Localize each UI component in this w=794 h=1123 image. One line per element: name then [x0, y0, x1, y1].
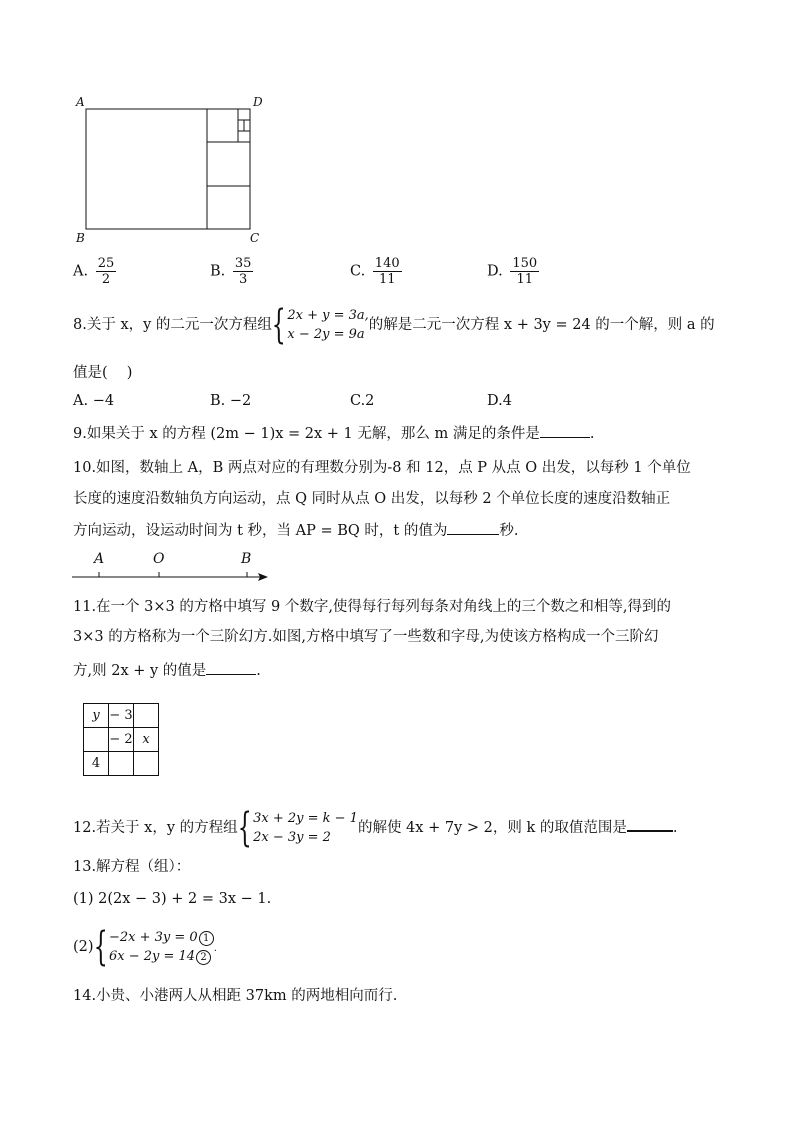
q14-stem: 14.小贵、小港两人从相距 37km 的两地相向而行.	[73, 988, 398, 1004]
equation-2: x − 2y = 9a	[287, 327, 365, 342]
grid-row	[84, 752, 159, 776]
q9-end: .	[589, 426, 595, 442]
q8-option-b[interactable]: B. −2	[210, 393, 252, 409]
q10-line3	[73, 520, 518, 541]
q11-line3	[73, 660, 261, 681]
q8-line2: 值是( )	[73, 365, 133, 381]
axis-label-a: A	[94, 551, 105, 567]
q8-suffix: 的解是二元一次方程 x + 3y = 24 的一个解，则 a 的	[368, 317, 715, 333]
option-label: C.	[350, 263, 366, 280]
q11-end: .	[256, 663, 261, 679]
q8-option-a[interactable]: A. −4	[73, 393, 115, 409]
equation-1	[109, 928, 214, 947]
grid-cell: − 2	[109, 728, 134, 752]
grid-row	[84, 728, 159, 752]
equation-2	[109, 947, 214, 966]
part-label: (2)	[73, 939, 94, 955]
equation-system: { −2x + 3y = 0 1 6x − 2y = 14 2	[94, 927, 214, 967]
equation-2: 2x − 3y = 2	[253, 830, 331, 845]
grid-cell	[84, 728, 109, 752]
q7-option-b[interactable]	[210, 256, 253, 287]
q8-stem	[73, 302, 715, 348]
q13-part1: (1) 2(2x − 3) + 2 = 3x − 1.	[73, 891, 272, 907]
q11-line1: 11.在一个 3×3 的方格中填写 9 个数字,使得每行每列每条对角线上的三个数之和相等,得到的	[73, 599, 672, 615]
grid-cell: y	[84, 704, 109, 728]
q9-stem	[73, 423, 594, 444]
q8-option-d[interactable]: D.4	[487, 393, 512, 409]
equation-1: 3x + 2y = k − 1	[253, 811, 358, 826]
q9-text: 9.如果关于 x 的方程 (2m − 1)x = 2x + 1 无解，那么 m 满足的条件是	[73, 426, 540, 442]
grid-cell	[134, 704, 159, 728]
option-label: B.	[210, 263, 226, 280]
q13-end: .	[213, 943, 217, 954]
grid-row	[84, 704, 159, 728]
fraction	[96, 256, 117, 287]
axis-label-o: O	[153, 551, 165, 567]
q8-option-c[interactable]: C.2	[350, 393, 375, 409]
q13-part2	[73, 924, 217, 970]
equation-2-text: 6x − 2y = 14	[109, 949, 196, 964]
outer-rectangle	[86, 109, 250, 229]
axis-label-b: B	[241, 551, 252, 567]
grid-cell: − 3	[109, 704, 134, 728]
grid-cell	[109, 752, 134, 776]
equation-system: { 2x + y = 3a, x − 2y = 9a	[271, 302, 369, 348]
denominator: 2	[101, 272, 111, 287]
denominator: 3	[239, 272, 248, 287]
fraction	[510, 256, 539, 287]
circled-number: 1	[199, 931, 214, 946]
number-line	[70, 551, 280, 587]
q12-prefix: 12.若关于 x，y 的方程组	[73, 820, 238, 836]
numerator: 140	[374, 256, 400, 271]
option-label: A.	[73, 263, 89, 280]
equation-1: 2x + y = 3a,	[287, 308, 369, 323]
q10-line1: 10.如图，数轴上 A，B 两点对应的有理数分别为-8 和 12，点 P 从点 O 出发，以每秒 1 个单位	[73, 460, 691, 476]
answer-blank[interactable]	[447, 520, 499, 535]
q11-line2: 3×3 的方格称为一个三阶幻方.如图,方格中填写了一些数和字母,为使该方格构成一个三阶幻	[73, 629, 659, 645]
q7-option-a[interactable]	[73, 256, 116, 287]
magic-square-grid	[83, 703, 159, 776]
q12-stem	[73, 805, 678, 851]
equation-1-text: −2x + 3y = 0	[109, 930, 198, 945]
denominator: 11	[378, 272, 396, 287]
label-b: B	[76, 231, 85, 245]
circled-number: 2	[196, 950, 211, 965]
fraction	[233, 256, 254, 287]
grid-cell	[134, 752, 159, 776]
answer-blank[interactable]	[540, 423, 590, 438]
numerator: 150	[512, 256, 538, 271]
label-c: C	[250, 231, 260, 245]
q11-line3-text: 方,则 2x + y 的值是	[73, 663, 207, 679]
q10-line3-text: 方向运动，设运动时间为 t 秒，当 AP = BQ 时，t 的值为	[73, 523, 448, 539]
q7-option-c[interactable]	[350, 256, 402, 287]
q10-line2: 长度的速度沿数轴负方向运动，点 Q 同时从点 O 出发，以每秒 2 个单位长度的速度沿数轴正	[73, 491, 671, 507]
option-label: D.	[487, 263, 503, 280]
q12-end: .	[672, 820, 678, 836]
denominator: 11	[516, 272, 534, 287]
numerator: 35	[234, 256, 252, 271]
rectangle-diagram	[70, 92, 270, 247]
label-d: D	[253, 95, 263, 109]
grid-cell: x	[134, 728, 159, 752]
q7-option-d[interactable]	[487, 256, 539, 287]
rectangle-figure	[70, 92, 270, 247]
q10-line3-end: 秒.	[499, 523, 519, 539]
grid-cell: 4	[84, 752, 109, 776]
label-a: A	[76, 95, 85, 109]
numerator: 25	[97, 256, 115, 271]
q12-suffix: 的解使 4x + 7y > 2，则 k 的取值范围是	[357, 820, 627, 836]
answer-blank[interactable]	[627, 816, 673, 832]
answer-blank[interactable]	[206, 660, 256, 675]
q8-prefix: 8.关于 x，y 的二元一次方程组	[73, 317, 272, 333]
q13-title: 13.解方程（组）：	[73, 859, 191, 875]
fraction	[373, 256, 402, 287]
equation-system: { 3x + 2y = k − 1 2x − 3y = 2	[237, 805, 358, 851]
